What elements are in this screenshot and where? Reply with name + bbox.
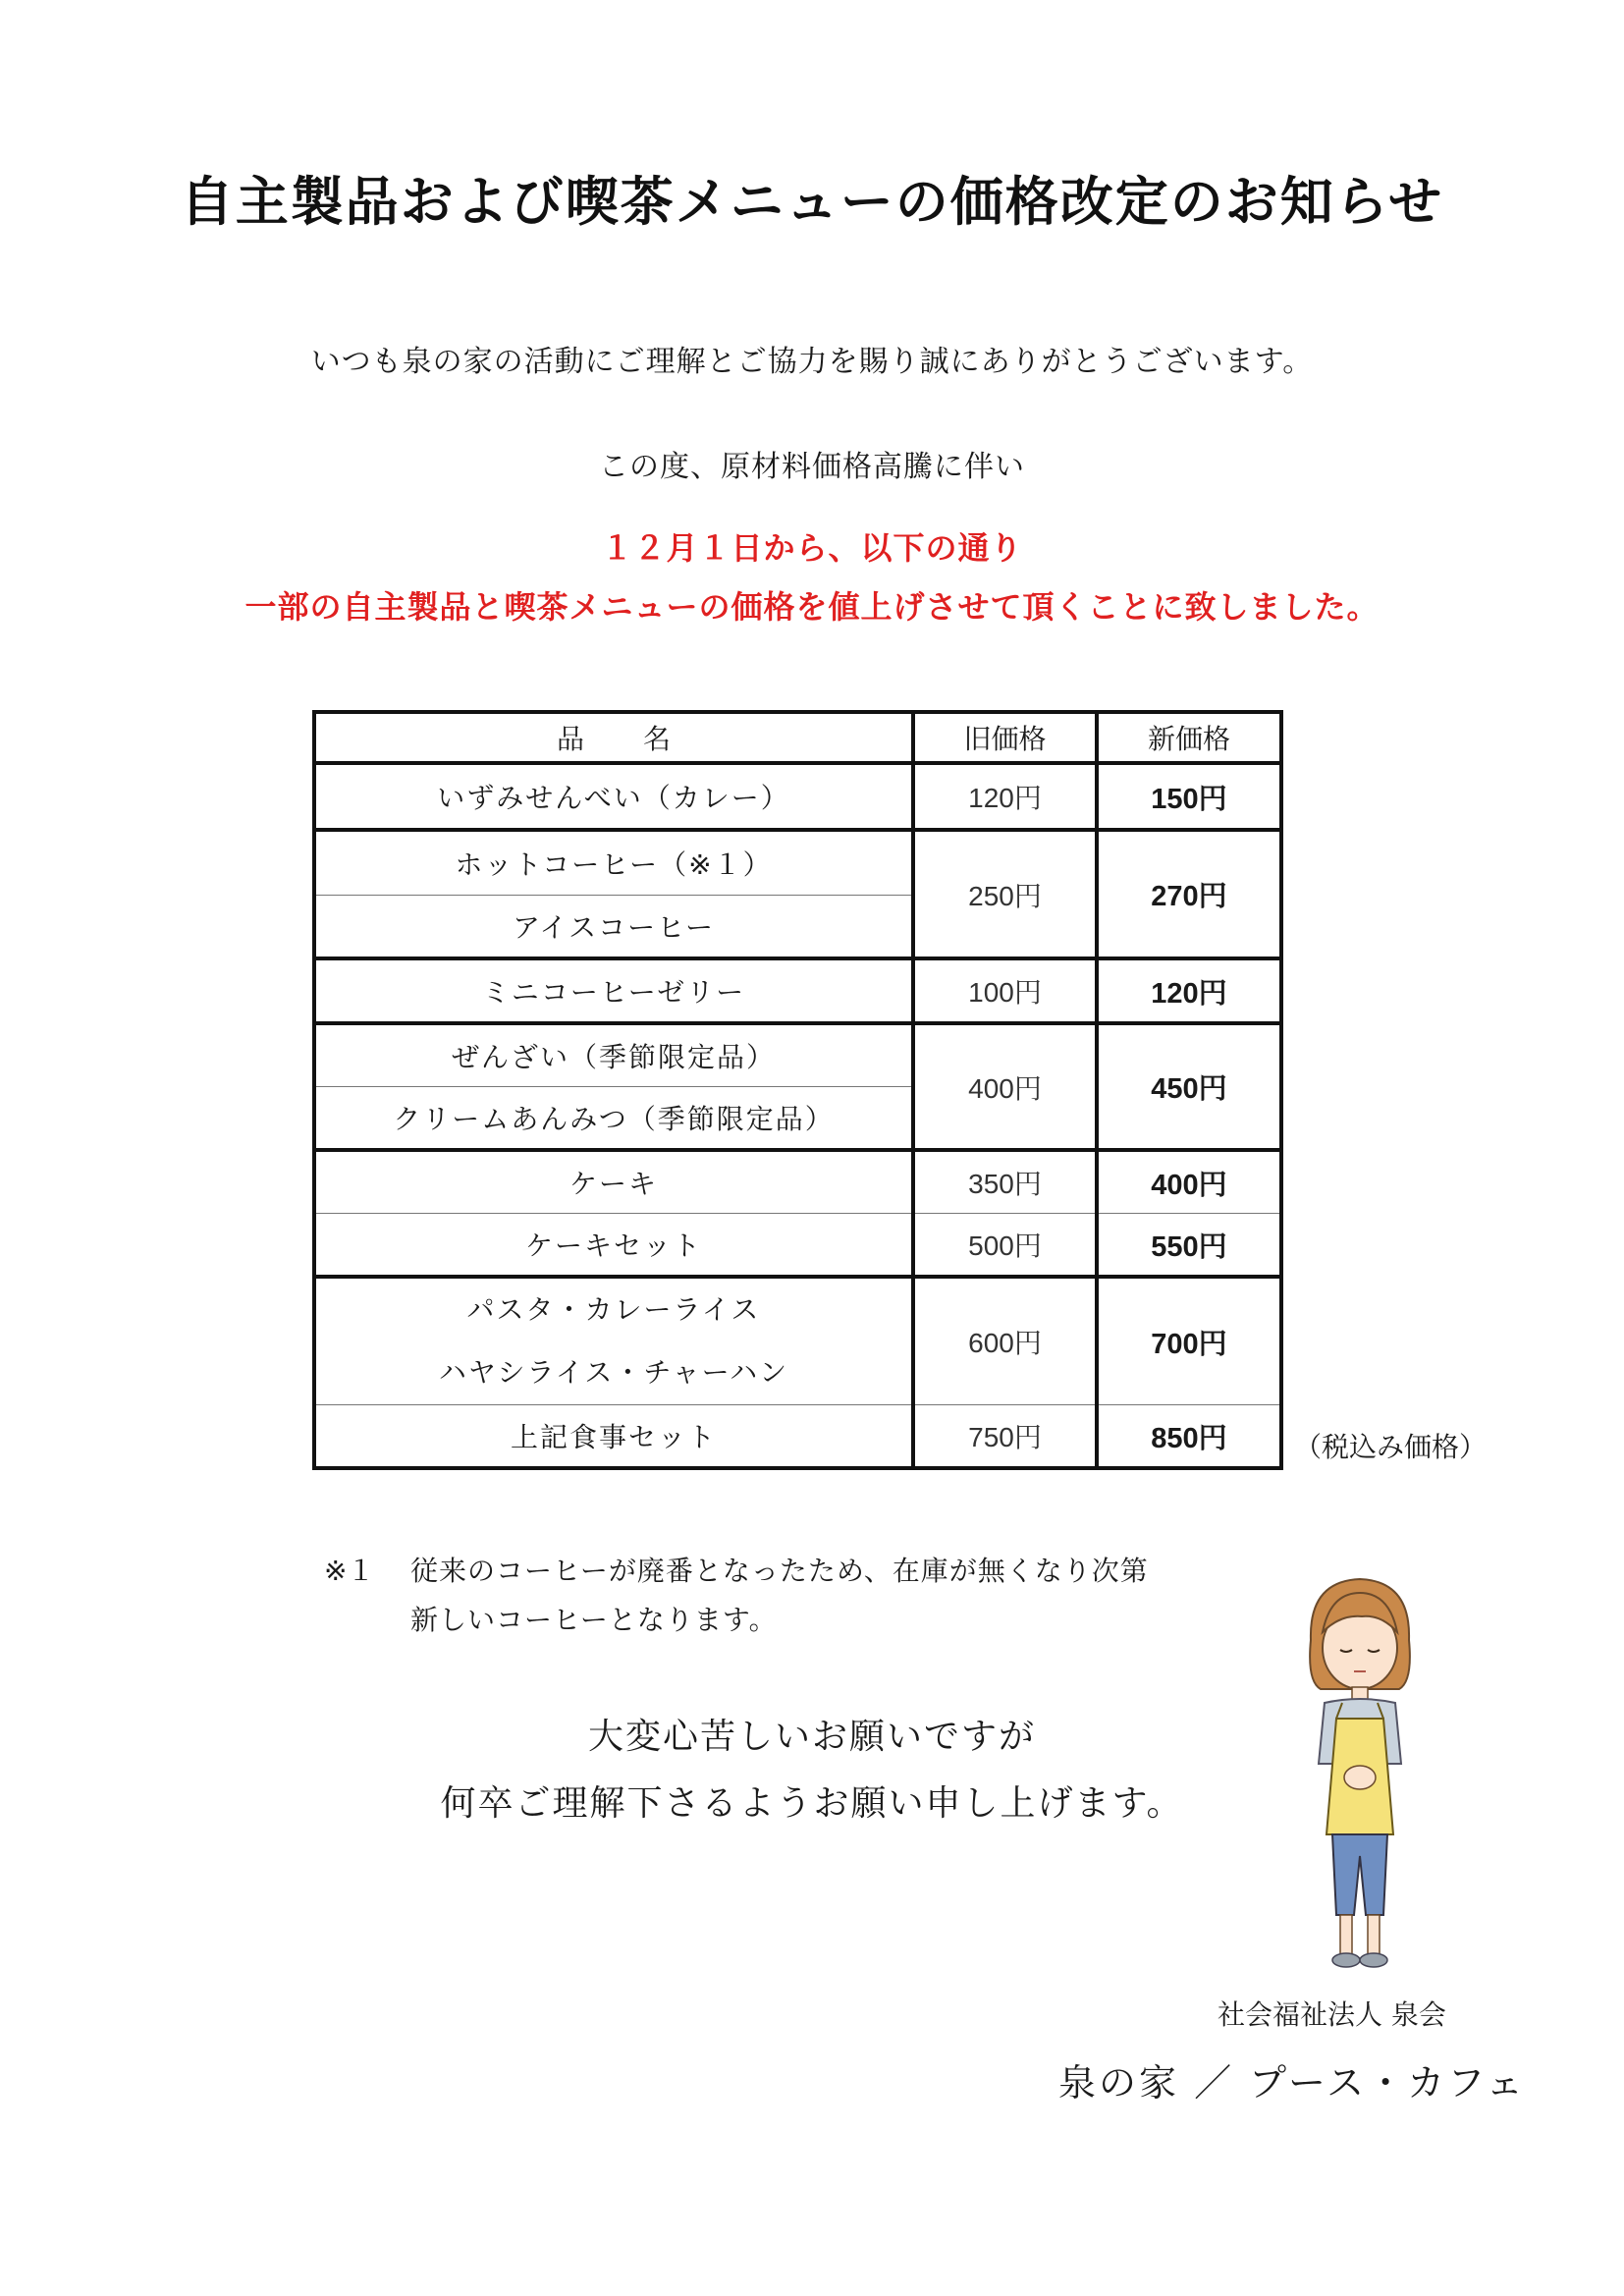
closing-line-1: 大変心苦しいお願いですが [587, 1717, 1036, 1757]
table-header-row [314, 712, 1281, 763]
new-price: 270円 [1097, 830, 1281, 958]
new-price: 850円 [1097, 1405, 1281, 1469]
shop-name: 泉の家 ／ プース・カフェ [1058, 2061, 1527, 2105]
item-name: ケーキセット [314, 1214, 913, 1278]
table-row [314, 763, 1281, 830]
new-price: 400円 [1097, 1150, 1281, 1214]
header-name: 品名 [314, 712, 913, 763]
tax-note: （税込み価格） [1294, 1431, 1488, 1463]
item-name-line-2: ハヤシライス・チャーハン [438, 1356, 789, 1389]
old-price: 400円 [913, 1023, 1097, 1150]
new-price: 700円 [1097, 1277, 1281, 1405]
item-name: ホットコーヒー（※１） [314, 830, 913, 896]
intro-text: いつも泉の家の活動にご理解とご協力を賜り誠にありがとうございます。 [310, 345, 1314, 379]
item-name-line-1: パスタ・カレーライス [466, 1293, 761, 1326]
page-title: 自主製品および喫茶メニューの価格改定のお知らせ [180, 171, 1444, 233]
old-price: 120円 [913, 763, 1097, 830]
header-new-price: 新価格 [1097, 712, 1281, 763]
table-row [314, 1214, 1281, 1278]
item-name: ぜんざい（季節限定品） [314, 1023, 913, 1087]
notice-line-2: 一部の自主製品と喫茶メニューの価格を値上げさせて頂くことに致しました。 [244, 588, 1380, 626]
closing-line-2: 何卒ご理解下さるようお願い申し上げます。 [440, 1783, 1184, 1824]
new-price: 150円 [1097, 763, 1281, 830]
new-price: 450円 [1097, 1023, 1281, 1150]
footnote-line-1: 従来のコーヒーが廃番となったため、在庫が無くなり次第 [410, 1555, 1149, 1587]
header-old-price: 旧価格 [913, 712, 1097, 763]
organization-name: 社会福祉法人 泉会 [1218, 1998, 1446, 2031]
item-name: アイスコーヒー [314, 896, 913, 959]
reason-text: この度、原材料価格高騰に伴い [599, 450, 1025, 484]
item-name: いずみせんべい（カレー） [314, 763, 913, 830]
bowing-woman-apron-icon [1291, 1571, 1429, 1984]
price-table [312, 710, 1283, 1470]
item-name: 上記食事セット [314, 1405, 913, 1469]
old-price: 500円 [913, 1214, 1097, 1278]
old-price: 350円 [913, 1150, 1097, 1214]
item-name: クリームあんみつ（季節限定品） [314, 1087, 913, 1151]
old-price: 100円 [913, 958, 1097, 1023]
table-row [314, 1150, 1281, 1214]
new-price: 550円 [1097, 1214, 1281, 1278]
old-price: 250円 [913, 830, 1097, 958]
footnote-line-2: 新しいコーヒーとなります。 [410, 1604, 778, 1636]
old-price: 750円 [913, 1405, 1097, 1469]
item-name [314, 1277, 913, 1405]
item-name: ミニコーヒーゼリー [314, 958, 913, 1023]
table-row [314, 1277, 1281, 1405]
item-name: ケーキ [314, 1150, 913, 1214]
old-price: 600円 [913, 1277, 1097, 1405]
table-row [314, 830, 1281, 896]
table-row [314, 958, 1281, 1023]
notice-line-1: １２月１日から、以下の通り [601, 529, 1023, 567]
table-row [314, 1405, 1281, 1469]
table-row [314, 1023, 1281, 1087]
new-price: 120円 [1097, 958, 1281, 1023]
footnote-mark: ※１ [324, 1555, 375, 1587]
